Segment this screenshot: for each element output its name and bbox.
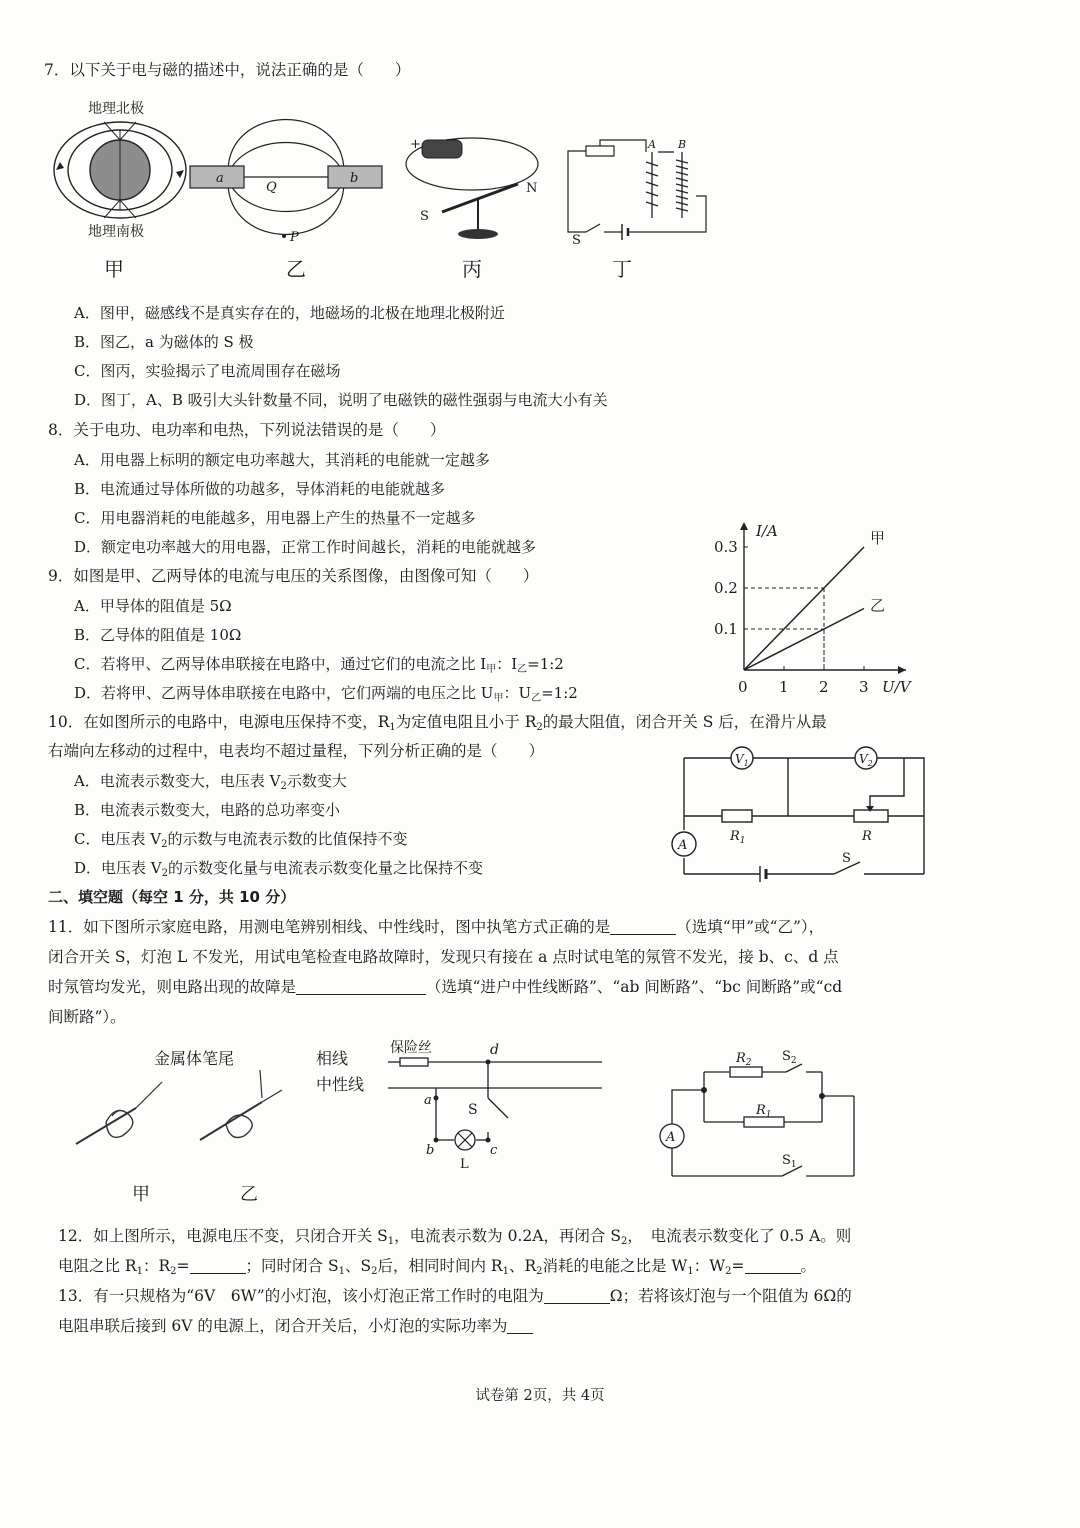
svg-text:相线: 相线 [316, 1049, 349, 1068]
x-axis-label: U/V [882, 678, 911, 696]
x-axis-arrow [898, 666, 906, 674]
q13-line1: 13．有一只规格为“6V 6W”的小灯泡，该小灯泡正常工作时的电阻为 Ω；若将该灯泡与一个阻值为 6Ω的 [58, 1287, 852, 1305]
x-tick-label: 2 [819, 678, 829, 696]
q7-option-b: B．图乙，a 为磁体的 S 极 [74, 333, 254, 351]
x-tick-label: 3 [859, 678, 869, 696]
svg-text:V1: $V_1$ [735, 752, 749, 768]
y-axis-arrow [740, 522, 748, 530]
series-label-jia: 甲 [870, 529, 886, 547]
q8-option-b: B．电流通过导体所做的功越多，导体消耗的电能就越多 [74, 480, 446, 498]
svg-text:金属体笔尾: 金属体笔尾 [154, 1049, 235, 1068]
svg-text:乙: 乙 [240, 1184, 258, 1205]
q7-option-c: C．图丙，实验揭示了电流周围存在磁场 [74, 362, 341, 380]
section2-title: 二、填空题（每空 1 分，共 10 分） [48, 888, 296, 906]
svg-text:R1: $R_1$ [730, 829, 746, 846]
svg-text:S2: $S_2$ [782, 1049, 797, 1066]
svg-text:S: S [468, 1102, 478, 1118]
y-tick-label: 0.1 [714, 620, 738, 638]
q8-option-c: C．用电器消耗的电能越多，用电器上产生的热量不一定越多 [74, 509, 476, 527]
q7-option-a: A．图甲，磁感线不是真实存在的，地磁场的北极在地理北极附近 [74, 304, 505, 322]
svg-text:保险丝: 保险丝 [390, 1040, 432, 1056]
q8-stem: 8．关于电功、电功率和电热，下列说法错误的是（ ） [48, 421, 446, 439]
q11-line4: 间断路”）。 [48, 1008, 126, 1026]
q11-fig-household-circuit [312, 1036, 612, 1172]
svg-text:a: a [216, 171, 224, 186]
svg-text:N: N [526, 181, 538, 196]
label-bing: 丙 [462, 257, 482, 281]
q7-fig-jia [44, 92, 194, 282]
q10-stem-line1: 10．在如图所示的电路中，电源电压保持不变，$R_1$为定值电阻且小于 $R_2$的最大阻值，闭合开关 S 后，在滑片从最 [48, 713, 827, 733]
q9-iu-chart [700, 516, 950, 702]
label-geographic-south: 地理南极 [88, 224, 144, 240]
q12-fig-parallel-circuit [652, 1036, 862, 1204]
q10-circuit [664, 734, 944, 890]
q7-option-d: D．图丁，A、B 吸引大头针数量不同，说明了电磁铁的磁性强弱与电流大小有关 [74, 391, 608, 409]
label-jia: 甲 [104, 257, 124, 281]
origin-label: 0 [738, 678, 748, 696]
svg-text:B: B [678, 138, 687, 151]
svg-text:R2: $R_2$ [736, 1051, 752, 1068]
q9-option-d: D．若将甲、乙两导体串联接在电路中，它们两端的电压之比 $U_甲$：$U_乙=1:2$ [74, 684, 578, 704]
q12-blank-1[interactable] [190, 1257, 246, 1274]
q10-option-c: C．电压表 $V_2$的示数与电流表示数的比值保持不变 [74, 830, 408, 850]
page-footer: 试卷第 2页，共 4页 [475, 1388, 605, 1404]
q10-option-b: B．电流表示数变大，电路的总功率变小 [74, 801, 341, 819]
series-line-yi [744, 609, 864, 671]
q9-option-c: C．若将甲、乙两导体串联接在电路中，通过它们的电流之比 $I_甲$：$I_乙=1:2$ [74, 655, 564, 675]
svg-text:L: L [460, 1157, 469, 1172]
svg-text:P: P [290, 230, 299, 245]
svg-text:b: b [426, 1143, 435, 1158]
svg-text:R1: $R_1$ [756, 1103, 772, 1120]
q13-blank-1[interactable] [544, 1287, 610, 1304]
q7-stem: 7．以下关于电与磁的描述中，说法正确的是（ ） [44, 61, 411, 79]
q11-blank-2[interactable] [296, 978, 426, 995]
q9-stem: 9．如图是甲、乙两导体的电流与电压的关系图像，由图像可知（ ） [48, 567, 539, 585]
q11-line3: 时氖管均发光，则电路出现的故障是 （选填“进户中性线断路”、“ab 间断路”、“bc 间断路”或“cd [48, 978, 843, 996]
q11-fig-pens [66, 1040, 296, 1208]
svg-text:S: S [420, 209, 429, 224]
q13-line2: 电阻串联后接到 6V 的电源上，闭合开关后，小灯泡的实际功率为 [58, 1316, 533, 1336]
svg-text:a: a [424, 1093, 432, 1108]
label-ding: 丁 [612, 257, 632, 281]
q7-fig-bing [400, 128, 550, 282]
series-label-yi: 乙 [870, 596, 886, 615]
svg-text:V2: $V_2$ [859, 752, 873, 768]
svg-text:A: A [666, 1130, 676, 1145]
q10-option-a: A．电流表示数变大，电压表 $V_2$示数变大 [74, 772, 347, 792]
svg-text:S: S [842, 851, 851, 866]
svg-text:c: c [490, 1143, 498, 1158]
svg-text:A: A [678, 838, 688, 853]
svg-text:A: A [648, 138, 656, 151]
svg-text:甲: 甲 [132, 1184, 150, 1205]
svg-text:S: S [572, 233, 581, 248]
svg-text:Q: Q [266, 180, 277, 195]
label-yi: 乙 [286, 257, 306, 281]
q12-line2: 电阻之比 $R_1$：$R_2=$ ；同时闭合 $S_1$、$S_2$后，相同时间内 $R_1$、$R_2$消耗的电能之比是 $W_1$：$W_2=$ 。 [58, 1257, 817, 1277]
label-geographic-north: 地理北极 [88, 101, 144, 117]
y-tick-label: 0.3 [714, 538, 738, 556]
q7-fig-yi [186, 112, 386, 282]
q9-option-a: A．甲导体的阻值是 5Ω [74, 597, 232, 615]
q10-stem-line2: 右端向左移动的过程中，电表均不超过量程，下列分析正确的是（ ） [48, 742, 545, 760]
y-axis-label: I/A [756, 522, 778, 540]
svg-text:+: + [410, 137, 421, 152]
q9-option-b: B．乙导体的阻值是 10Ω [74, 626, 242, 644]
q11-blank-1[interactable] [610, 918, 676, 935]
q8-option-a: A．用电器上标明的额定电功率越大，其消耗的电能就一定越多 [74, 451, 490, 469]
q10-option-d: D．电压表 $V_2$的示数变化量与电流表示数变化量之比保持不变 [74, 859, 484, 879]
svg-text:b: b [350, 171, 359, 186]
x-tick-label: 1 [779, 678, 789, 696]
rheostat [586, 146, 614, 156]
y-tick-label: 0.2 [714, 579, 738, 597]
svg-text:R: R [862, 829, 872, 844]
battery-icon [422, 140, 462, 158]
q7-fig-ding [556, 132, 716, 282]
q8-option-d: D．额定电功率越大的用电器，正常工作时间越长，消耗的电能就越多 [74, 538, 537, 556]
svg-text:S1: $S_1$ [782, 1153, 797, 1170]
q11-line1: 11．如下图所示家庭电路，用测电笔辨别相线、中性线时，图中执笔方式正确的是 （选填“甲”或“乙”）， [48, 918, 825, 936]
svg-text:d: d [490, 1042, 499, 1058]
q11-line2: 闭合开关 S，灯泡 L 不发光，用试电笔检查电路故障时，发现只有接在 a 点时试电笔的氖管不发光，接 b、c、d 点 [48, 948, 839, 966]
series-line-jia [744, 547, 864, 670]
q13-blank-2[interactable] [507, 1317, 533, 1334]
q12-blank-2[interactable] [745, 1257, 801, 1274]
svg-text:中性线: 中性线 [316, 1075, 365, 1094]
q12-line1: 12．如上图所示，电源电压不变，只闭合开关 $S_1$，电流表示数为 0.2A，再闭合 $S_2$， 电流表示数变化了 0.5 A。则 [58, 1227, 852, 1247]
